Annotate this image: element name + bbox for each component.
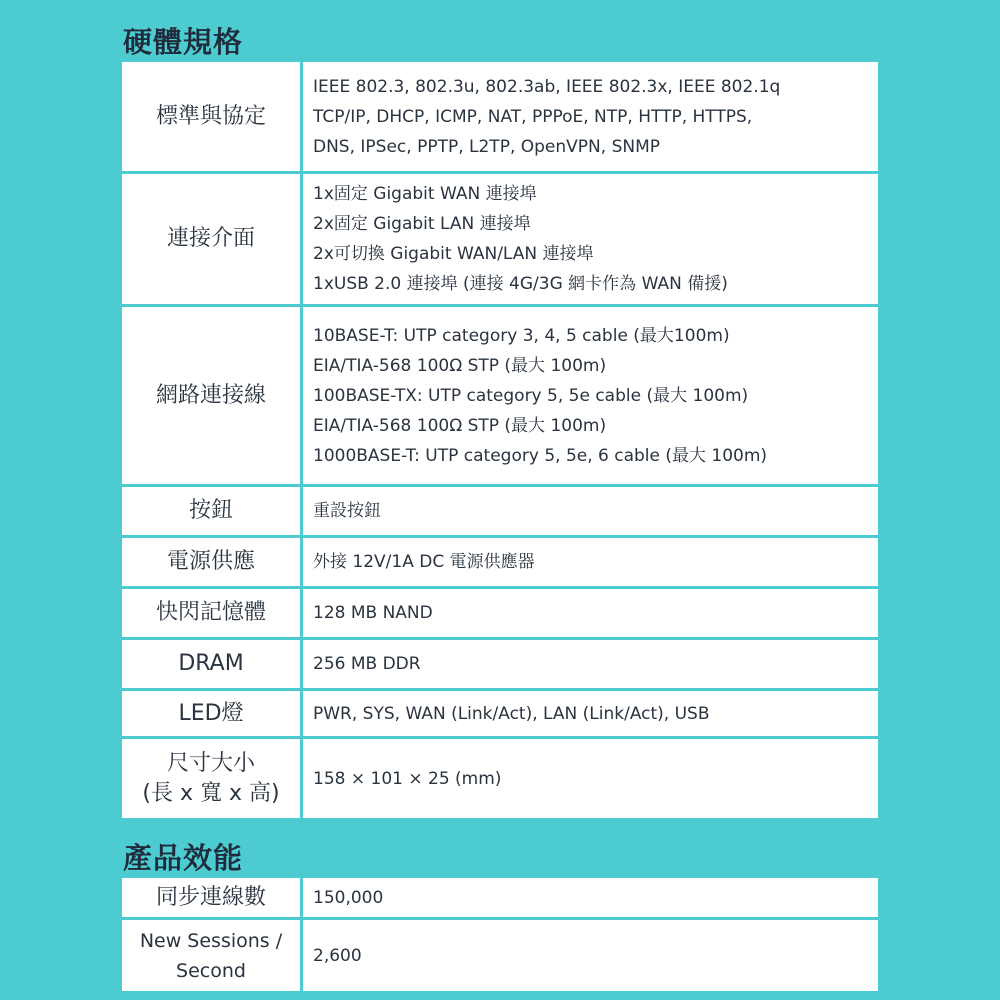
performance-section-title: 產品效能: [123, 841, 244, 875]
row-label: 尺寸大小 (長 x 寬 x 高): [121, 738, 302, 820]
row-label: 連接介面: [121, 173, 302, 306]
row-value: 150,000: [302, 877, 880, 919]
row-value: PWR, SYS, WAN (Link/Act), LAN (Link/Act), USB: [302, 690, 880, 738]
row-label: 網路連接線: [121, 306, 302, 486]
table-row: [121, 639, 880, 690]
table-row: [121, 877, 880, 919]
row-value: 10BASE-T: UTP category 3, 4, 5 cable (最大100m) EIA/TIA-568 100Ω STP (最大 100m) 100BASE-TX: UTP category 5, 5e cable (最大 100m) EIA/TIA-568 100Ω STP (最大 100m) 1000BASE-T: UTP category 5, 5e, 6 cable (最大 100m): [302, 306, 880, 486]
table-row: [121, 537, 880, 588]
row-label: 電源供應: [121, 537, 302, 588]
row-label: 快閃記憶體: [121, 588, 302, 639]
table-row: [121, 61, 880, 173]
row-value: 外接 12V/1A DC 電源供應器: [302, 537, 880, 588]
hardware-section-title: 硬體規格: [123, 25, 244, 59]
row-label: 同步連線數: [121, 877, 302, 919]
row-label: DRAM: [121, 639, 302, 690]
table-row: [121, 306, 880, 486]
table-row: [121, 738, 880, 820]
row-value: 重設按鈕: [302, 486, 880, 537]
row-value: 256 MB DDR: [302, 639, 880, 690]
table-row: [121, 173, 880, 306]
performance-spec-table: [119, 875, 881, 994]
row-label: 按鈕: [121, 486, 302, 537]
hardware-spec-table: [119, 59, 881, 821]
table-row: [121, 690, 880, 738]
row-label: LED燈: [121, 690, 302, 738]
table-row: [121, 588, 880, 639]
row-value: 128 MB NAND: [302, 588, 880, 639]
table-row: [121, 919, 880, 993]
row-label: New Sessions / Second: [121, 919, 302, 993]
row-value: IEEE 802.3, 802.3u, 802.3ab, IEEE 802.3x, IEEE 802.1q TCP/IP, DHCP, ICMP, NAT, PPPoE, NTP, HTTP, HTTPS, DNS, IPSec, PPTP, L2TP, OpenVPN, SNMP: [302, 61, 880, 173]
row-value: 2,600: [302, 919, 880, 993]
row-label: 標準與協定: [121, 61, 302, 173]
row-value: 158 × 101 × 25 (mm): [302, 738, 880, 820]
table-row: [121, 486, 880, 537]
row-value: 1x固定 Gigabit WAN 連接埠 2x固定 Gigabit LAN 連接埠 2x可切換 Gigabit WAN/LAN 連接埠 1xUSB 2.0 連接埠 (連接 4G/3G 網卡作為 WAN 備援): [302, 173, 880, 306]
